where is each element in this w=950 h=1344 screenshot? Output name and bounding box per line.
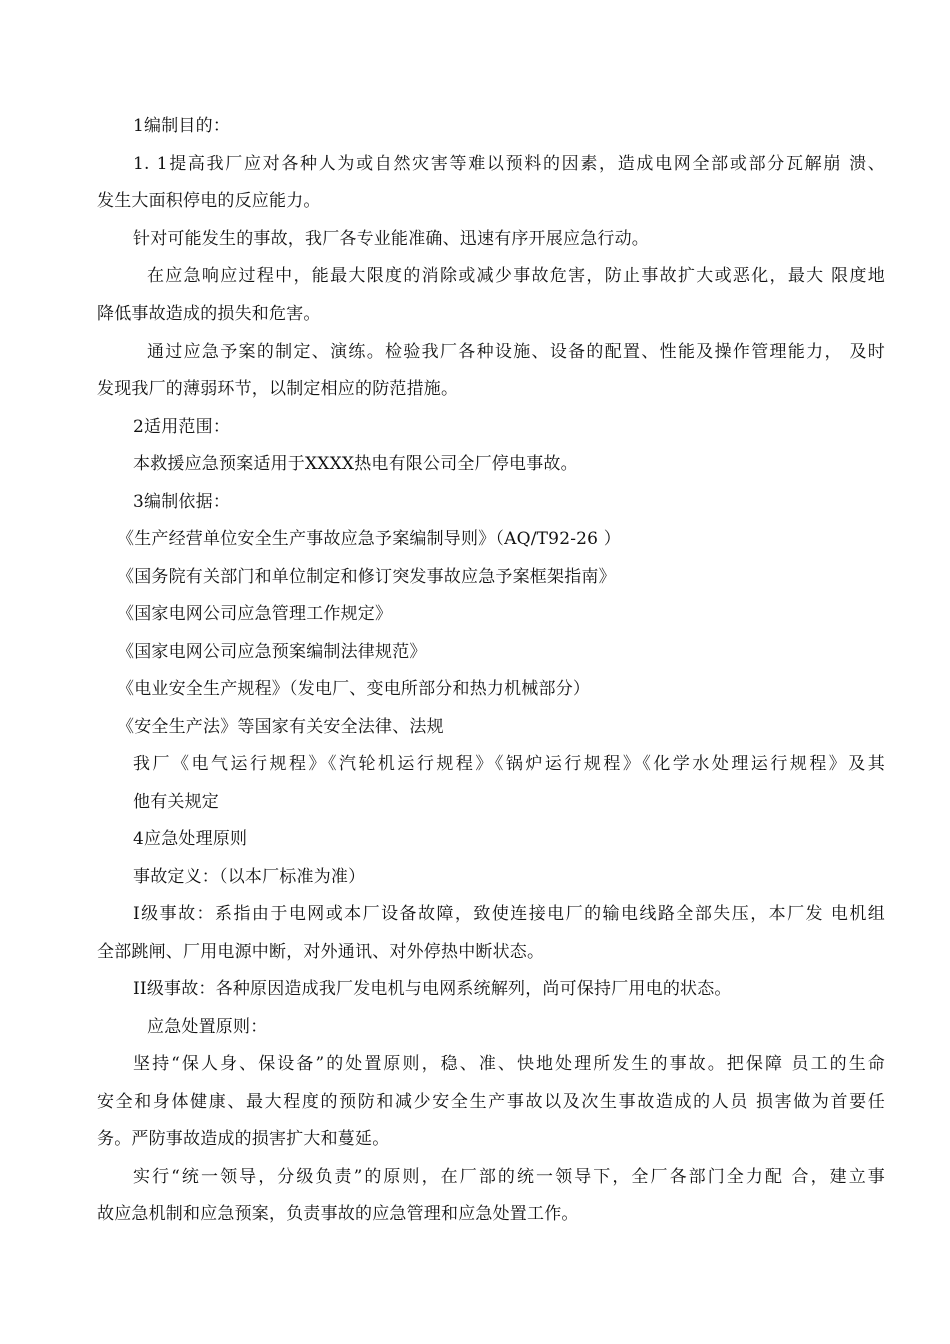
- paragraph-line: 故应急机制和应急预案，负责事故的应急管理和应急处置工作。: [97, 1204, 579, 1224]
- reference-item: 《国务院有关部门和单位制定和修订突发事故应急予案框架指南》: [117, 567, 616, 587]
- paragraph-line: II级事故：各种原因造成我厂发电机与电网系统解列，尚可保持厂用电的状态。: [133, 979, 732, 999]
- paragraph-line: 通过应急予案的制定、演练。检验我厂各种设施、设备的配置、性能及操作管理能力， 及时: [147, 342, 885, 362]
- paragraph-line: 全部跳闸、厂用电源中断，对外通讯、对外停热中断状态。: [97, 942, 545, 962]
- paragraph-line: 他有关规定: [133, 792, 219, 812]
- paragraph-line: 本救援应急预案适用于XXXX热电有限公司全厂停电事故。: [133, 454, 578, 474]
- paragraph-line: I级事故：系指由于电网或本厂设备故障，致使连接电厂的输电线路全部失压，本厂发 电机组: [133, 904, 885, 924]
- paragraph-line: 发生大面积停电的反应能力。: [97, 191, 321, 211]
- reference-item: 我厂《电气运行规程》《汽轮机运行规程》《锅炉运行规程》《化学水处理运行规程》及其: [133, 754, 885, 774]
- paragraph-line: 针对可能发生的事故，我厂各专业能准确、迅速有序开展应急行动。: [133, 229, 649, 249]
- paragraph-line: 事故定义：（以本厂标准为准）: [133, 867, 366, 887]
- paragraph-line: 1. 1提高我厂应对各种人为或自然灾害等难以预料的因素，造成电网全部或部分瓦解崩 溃、: [133, 154, 885, 174]
- paragraph-line: 坚持“保人身、保设备”的处置原则，稳、准、快地处理所发生的事故。把保障 员工的生命: [133, 1054, 885, 1074]
- heading-purpose: 1编制目的：: [133, 116, 231, 136]
- paragraph-line: 降低事故造成的损失和危害。: [97, 304, 321, 324]
- heading-basis: 3编制依据：: [133, 492, 231, 512]
- paragraph-line: 发现我厂的薄弱环节，以制定相应的防范措施。: [97, 379, 459, 399]
- subheading-response-principles: 应急处置原则：: [147, 1017, 268, 1037]
- paragraph-line: 安全和身体健康、最大程度的预防和减少安全生产事故以及次生事故造成的人员 损害做为首要任: [97, 1092, 885, 1112]
- heading-principles: 4应急处理原则: [133, 829, 248, 849]
- paragraph-line: 务。严防事故造成的损害扩大和蔓延。: [97, 1129, 390, 1149]
- reference-item: 《安全生产法》等国家有关安全法律、法规: [117, 717, 444, 737]
- paragraph-line: 在应急响应过程中，能最大限度的消除或减少事故危害，防止事故扩大或恶化，最大 限度地: [147, 266, 885, 286]
- reference-item: 《国家电网公司应急管理工作规定》: [117, 604, 393, 624]
- reference-item: 《国家电网公司应急预案编制法律规范》: [117, 642, 427, 662]
- reference-item: 《电业安全生产规程》（发电厂、变电所部分和热力机械部分）: [117, 679, 591, 699]
- heading-scope: 2适用范围：: [133, 417, 231, 437]
- reference-item: 《生产经营单位安全生产事故应急予案编制导则》（AQ/T92-26 ）: [117, 529, 621, 549]
- paragraph-line: 实行“统一领导，分级负责”的原则，在厂部的统一领导下，全厂各部门全力配 合，建立事: [133, 1167, 885, 1187]
